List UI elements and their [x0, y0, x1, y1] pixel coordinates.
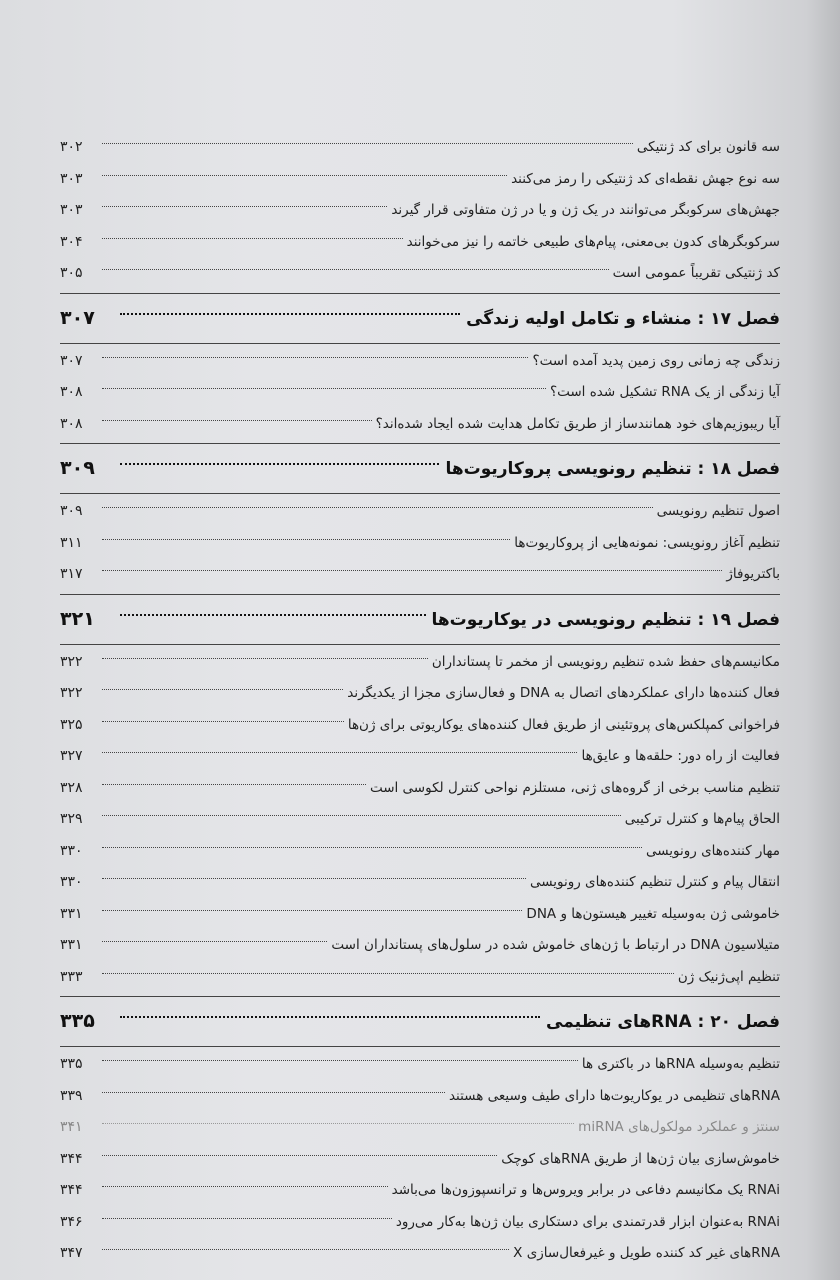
- toc-entry[interactable]: [60, 195, 780, 227]
- entry-title: خاموش‌سازی بیان ژن‌ها از طریق RNAهای کوچک: [501, 1150, 780, 1167]
- toc-entry[interactable]: [60, 1144, 780, 1176]
- entry-title: آیا ریبوزیم‌های خود همانندساز از طریق تکامل هدایت شده ایجاد شده‌اند؟: [375, 415, 780, 432]
- entry-title: باکتریوفاژ: [726, 566, 780, 582]
- dot-leader: [102, 721, 344, 722]
- dot-leader: [102, 1092, 445, 1093]
- entry-page-number: ۳۰۷: [60, 352, 83, 369]
- entry-title: فراخوانی کمپلکس‌های پروتئینی از طریق فعال کننده‌های یوکاریوتی برای ژن‌ها: [347, 716, 780, 733]
- dot-leader: [102, 941, 327, 942]
- entry-page-number: ۳۳۰: [60, 842, 83, 859]
- toc-entry[interactable]: [60, 741, 780, 773]
- entry-page-number: ۳۰۳: [60, 170, 83, 187]
- entry-title: سرکوبگرهای کدون بی‌معنی، پیام‌های طبیعی خاتمه را نیز می‌خوانند: [406, 233, 780, 250]
- entry-page-number: ۳۴۱: [60, 1119, 83, 1135]
- dot-leader: [102, 1123, 574, 1124]
- entry-page-number: ۳۳۵: [60, 1056, 83, 1072]
- toc-entry[interactable]: [60, 227, 780, 259]
- toc-entry[interactable]: [60, 804, 780, 836]
- entry-title: تنظیم آغاز رونویسی: نمونه‌هایی از پروکاریوت‌ها: [514, 534, 780, 551]
- entry-title: سه قانون برای کد ژنتیکی: [636, 139, 780, 155]
- chapter-title: فصل ۱۹ : تنظیم رونویسی در یوکاریوت‌ها: [431, 609, 780, 630]
- toc-entry[interactable]: [60, 710, 780, 742]
- entry-title: الحاق پیام‌ها و کنترل ترکیبی: [624, 811, 780, 827]
- entry-title: مکانیسم‌های حفظ شده تنظیم رونویسی از مخمر تا پستانداران: [431, 653, 780, 670]
- entry-page-number: ۳۰۳: [60, 202, 83, 218]
- entry-title: RNAi یک مکانیسم دفاعی در برابر ویروس‌ها و ترانسپوزون‌ها می‌باشد: [391, 1182, 780, 1198]
- table-of-contents: [60, 132, 780, 1270]
- chapter-page-number: ۳۳۵: [60, 1010, 95, 1032]
- entry-title: RNAi به‌عنوان ابزار قدرتمندی برای دستکاری بیان ژن‌ها به‌کار می‌رود: [395, 1213, 780, 1230]
- dot-leader: [120, 1016, 540, 1018]
- toc-entry[interactable]: [60, 1175, 780, 1207]
- dot-leader: [120, 463, 439, 465]
- chapter-divider: [60, 594, 780, 595]
- toc-entry[interactable]: [60, 647, 780, 679]
- entry-title: RNAهای غیر کد کننده طویل و غیرفعال‌سازی X: [513, 1245, 780, 1261]
- entry-title: اصول تنظیم رونویسی: [656, 503, 780, 519]
- dot-leader: [102, 570, 722, 571]
- entry-page-number: ۳۳۱: [60, 905, 83, 922]
- toc-entry[interactable]: [60, 1081, 780, 1113]
- dot-leader: [120, 614, 426, 616]
- toc-entry[interactable]: [60, 962, 780, 994]
- entry-page-number: ۳۳۳: [60, 968, 83, 985]
- chapter-divider: [60, 1046, 780, 1047]
- chapter-divider: [60, 343, 780, 344]
- entry-title: آیا زندگی از یک RNA تشکیل شده است؟: [549, 384, 780, 400]
- chapter-page-number: ۳۲۱: [60, 607, 95, 630]
- toc-entry[interactable]: [60, 836, 780, 868]
- entry-title: تنظیم مناسب برخی از گروه‌های ژنی، مستلزم نواحی کنترل لکوسی است: [369, 779, 780, 796]
- chapter-heading[interactable]: [60, 999, 780, 1043]
- chapter-page-number: ۳۰۷: [60, 306, 95, 329]
- entry-page-number: ۳۴۷: [60, 1245, 83, 1261]
- dot-leader: [102, 689, 343, 690]
- dot-leader: [102, 388, 546, 389]
- toc-entry[interactable]: [60, 132, 780, 164]
- entry-page-number: ۳۲۸: [60, 779, 83, 796]
- dot-leader: [102, 357, 528, 358]
- entry-page-number: ۳۰۵: [60, 265, 83, 281]
- entry-page-number: ۳۴۶: [60, 1213, 83, 1230]
- chapter-heading[interactable]: [60, 597, 780, 641]
- entry-page-number: ۳۱۱: [60, 534, 83, 551]
- chapter-divider: [60, 644, 780, 645]
- dot-leader: [102, 752, 577, 753]
- chapter-divider: [60, 293, 780, 294]
- toc-entry[interactable]: [60, 930, 780, 962]
- dot-leader: [102, 1186, 388, 1187]
- dot-leader: [102, 420, 372, 421]
- dot-leader: [102, 878, 526, 879]
- dot-leader: [102, 847, 642, 848]
- toc-entry[interactable]: [60, 528, 780, 560]
- chapter-title: فصل ۱۸ : تنظیم رونویسی پروکاریوت‌ها: [445, 459, 780, 479]
- toc-entry[interactable]: [60, 559, 780, 591]
- dot-leader: [102, 206, 387, 207]
- entry-page-number: ۳۲۹: [60, 811, 83, 827]
- dot-leader: [102, 507, 653, 508]
- toc-entry[interactable]: [60, 496, 780, 528]
- dot-leader: [102, 815, 621, 816]
- entry-page-number: ۳۰۸: [60, 415, 83, 432]
- dot-leader: [120, 313, 460, 315]
- dot-leader: [102, 269, 609, 270]
- toc-entry[interactable]: [60, 1238, 780, 1270]
- entry-page-number: ۳۰۴: [60, 233, 83, 250]
- chapter-title: فصل ۱۷ : منشاء و تکامل اولیه زندگی: [466, 308, 780, 329]
- entry-page-number: ۳۳۱: [60, 937, 83, 953]
- entry-page-number: ۳۱۷: [60, 566, 83, 582]
- entry-title: زندگی چه زمانی روی زمین پدید آمده است؟: [532, 352, 780, 369]
- entry-title: تنظیم اپی‌ژنیک ژن: [677, 968, 780, 985]
- dot-leader: [102, 539, 510, 540]
- dot-leader: [102, 1218, 392, 1219]
- entry-page-number: ۳۲۷: [60, 748, 83, 764]
- dot-leader: [102, 784, 366, 785]
- chapter-divider: [60, 443, 780, 444]
- entry-title: سنتز و عملکرد مولکول‌های miRNA: [578, 1119, 780, 1135]
- entry-page-number: ۳۳۰: [60, 874, 83, 890]
- entry-page-number: ۳۴۴: [60, 1182, 83, 1198]
- entry-title: کد ژنتیکی تقریباً عمومی است: [612, 265, 780, 281]
- entry-title: فعالیت از راه دور: حلقه‌ها و عایق‌ها: [581, 748, 780, 764]
- dot-leader: [102, 1155, 497, 1156]
- entry-page-number: ۳۰۹: [60, 503, 83, 519]
- entry-page-number: ۳۰۸: [60, 384, 83, 400]
- dot-leader: [102, 910, 522, 911]
- toc-entry[interactable]: [60, 867, 780, 899]
- toc-entry[interactable]: [60, 1112, 780, 1144]
- entry-page-number: ۳۴۴: [60, 1150, 83, 1167]
- toc-entry[interactable]: [60, 1049, 780, 1081]
- chapter-heading[interactable]: [60, 296, 780, 340]
- toc-entry[interactable]: [60, 678, 780, 710]
- chapter-divider: [60, 493, 780, 494]
- entry-page-number: ۳۳۹: [60, 1087, 83, 1104]
- entry-title: سه نوع جهش نقطه‌ای کد ژنتیکی را رمز می‌کنند: [511, 170, 780, 187]
- entry-title: متیلاسیون DNA در ارتباط با ژن‌های خاموش شده در سلول‌های پستانداران است: [331, 937, 780, 953]
- chapter-title: فصل ۲۰ : RNAهای تنظیمی: [546, 1012, 780, 1032]
- dot-leader: [102, 1249, 509, 1250]
- chapter-heading[interactable]: [60, 446, 780, 490]
- entry-title: خاموشی ژن به‌وسیله تغییر هیستون‌ها و DNA: [526, 905, 780, 922]
- chapter-divider: [60, 996, 780, 997]
- entry-title: جهش‌های سرکوبگر می‌توانند در یک ژن و یا در ژن متفاوتی قرار گیرند: [391, 202, 780, 218]
- toc-entry[interactable]: [60, 346, 780, 378]
- entry-title: فعال کننده‌ها دارای عملکردهای اتصال به DNA و فعال‌سازی مجزا از یکدیگرند: [347, 685, 780, 701]
- entry-page-number: ۳۲۲: [60, 653, 83, 670]
- dot-leader: [102, 175, 507, 176]
- toc-entry[interactable]: [60, 1207, 780, 1239]
- entry-page-number: ۳۲۵: [60, 716, 83, 733]
- entry-title: تنظیم به‌وسیله RNAها در باکتری ها: [581, 1056, 780, 1072]
- toc-entry[interactable]: [60, 258, 780, 290]
- entry-page-number: ۳۲۲: [60, 685, 83, 701]
- chapter-page-number: ۳۰۹: [60, 457, 95, 479]
- entry-title: انتقال پیام و کنترل تنظیم کننده‌های رونویسی: [529, 874, 780, 890]
- toc-entry[interactable]: [60, 164, 780, 196]
- dot-leader: [102, 973, 674, 974]
- entry-title: RNAهای تنظیمی در یوکاریوت‌ها دارای طیف وسیعی هستند: [448, 1087, 780, 1104]
- entry-page-number: ۳۰۲: [60, 139, 83, 155]
- toc-entry[interactable]: [60, 377, 780, 409]
- entry-title: مهار کننده‌های رونویسی: [645, 842, 780, 859]
- dot-leader: [102, 1060, 578, 1061]
- dot-leader: [102, 658, 428, 659]
- toc-entry[interactable]: [60, 773, 780, 805]
- toc-entry[interactable]: [60, 899, 780, 931]
- toc-entry[interactable]: [60, 409, 780, 441]
- dot-leader: [102, 238, 403, 239]
- dot-leader: [102, 143, 633, 144]
